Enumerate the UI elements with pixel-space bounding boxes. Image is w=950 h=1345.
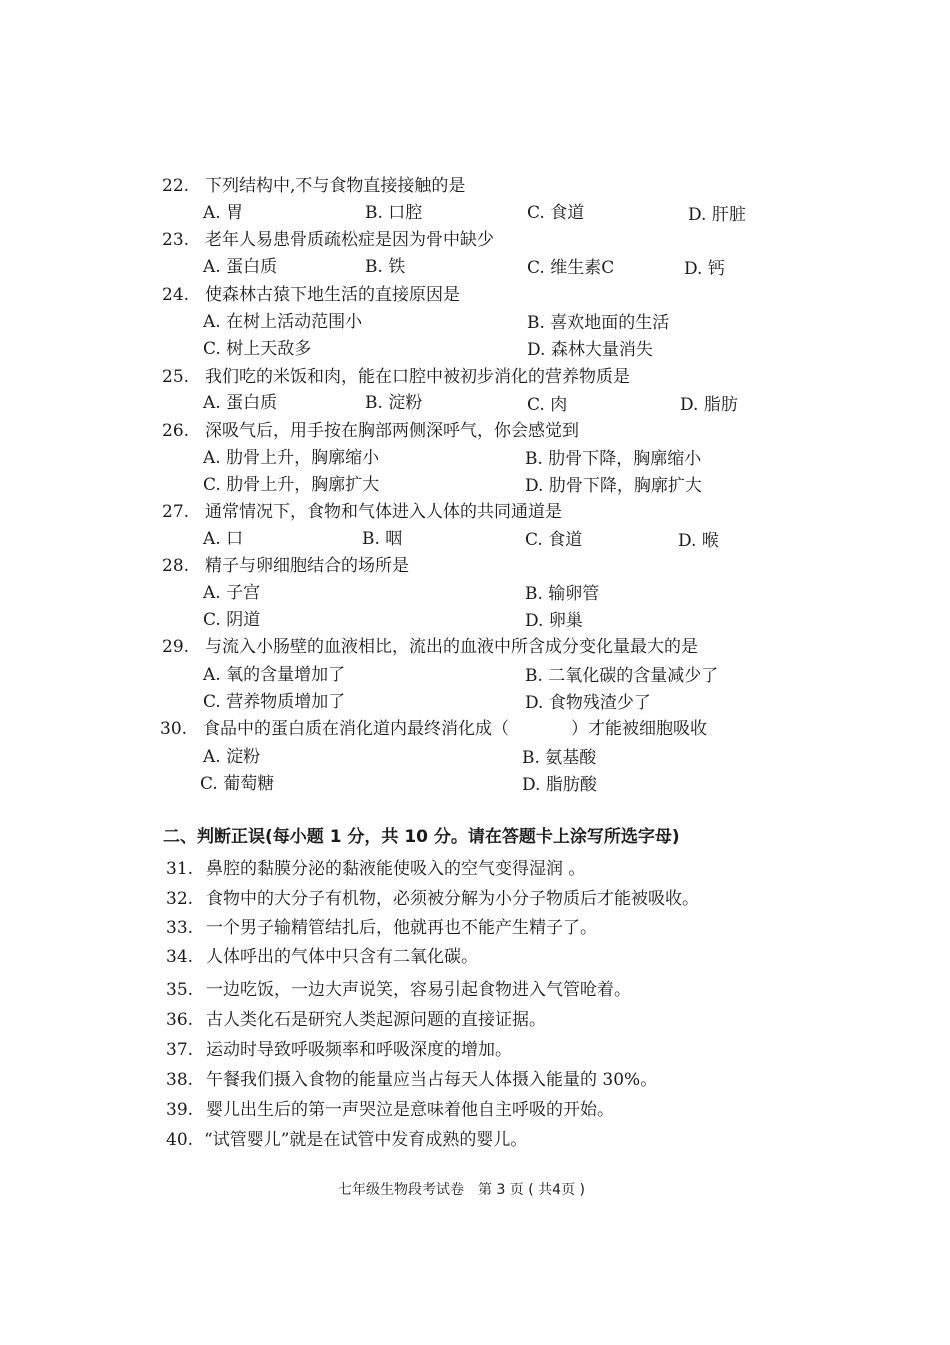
- question-stem: 下列结构中,不与食物直接接触的是: [205, 176, 466, 196]
- option-d: D. 食物残渣少了: [525, 693, 651, 713]
- question-number: 30.: [160, 719, 188, 739]
- item-number: 37.: [166, 1040, 194, 1060]
- item-number: 34.: [166, 947, 194, 967]
- option-b: B. 咽: [362, 529, 403, 549]
- option-a: A. 在树上活动范围小: [203, 312, 363, 332]
- option-d: D. 喉: [678, 531, 719, 551]
- option-a: A. 肋骨上升，胸廓缩小: [203, 448, 380, 468]
- question-stem-after: ）才能被细胞吸收: [571, 719, 707, 739]
- question-stem: 使森林古猿下地生活的直接原因是: [205, 285, 460, 305]
- option-b: B. 肋骨下降，胸廓缩小: [525, 449, 702, 469]
- page-footer: 七年级生物段考试卷 第 3 页 ( 共4页 ): [338, 1182, 585, 1198]
- item-number: 32.: [166, 889, 194, 909]
- item-number: 39.: [166, 1100, 194, 1120]
- item-number: 33.: [166, 918, 194, 938]
- option-b: B. 口腔: [365, 203, 423, 223]
- question-stem: 通常情况下，食物和气体进入人体的共同通道是: [205, 502, 562, 522]
- item-text: 婴儿出生后的第一声哭泣是意味着他自主呼吸的开始。: [206, 1100, 614, 1120]
- question-stem: 与流入小肠壁的血液相比，流出的血液中所含成分变化量最大的是: [205, 637, 698, 657]
- question-number: 28.: [162, 556, 190, 576]
- question-number: 27.: [162, 502, 190, 522]
- option-d: D. 脂肪酸: [522, 775, 597, 795]
- item-text: 午餐我们摄入食物的能量应当占每天人体摄入能量的 30%。: [206, 1070, 658, 1090]
- question-stem: [203, 718, 707, 740]
- item-number: 35.: [166, 980, 194, 1000]
- item-number: 31.: [166, 859, 194, 879]
- option-a: A. 氧的含量增加了: [203, 665, 346, 685]
- option-d: D. 肋骨下降，胸廓扩大: [525, 476, 702, 496]
- option-b: B. 输卵管: [525, 584, 600, 604]
- option-d: D. 肝脏: [688, 205, 746, 225]
- item-text: 鼻腔的黏膜分泌的黏液能使吸入的空气变得湿润 。: [206, 859, 586, 879]
- item-text: “试管婴儿”就是在试管中发育成熟的婴儿。: [204, 1130, 528, 1150]
- option-c: C. 阴道: [203, 610, 261, 630]
- option-b: B. 氨基酸: [522, 748, 597, 768]
- question-number: 25.: [162, 367, 190, 387]
- question-stem: 老年人易患骨质疏松症是因为骨中缺少: [205, 230, 494, 250]
- option-c: C. 营养物质增加了: [203, 692, 346, 712]
- question-stem: 深吸气后，用手按在胸部两侧深呼气，你会感觉到: [205, 421, 579, 441]
- option-a: A. 口: [203, 529, 244, 549]
- item-text: 古人类化石是研究人类起源问题的直接证据。: [206, 1010, 546, 1030]
- section-title: 二、判断正误(每小题 1 分，共 10 分。请在答题卡上涂写所选字母): [163, 827, 680, 847]
- item-number: 38.: [166, 1070, 194, 1090]
- option-c: C. 食道: [525, 530, 583, 550]
- option-c: C. 食道: [527, 203, 585, 223]
- option-b: B. 铁: [365, 257, 406, 277]
- question-stem-before: 食品中的蛋白质在消化道内最终消化成（: [203, 719, 509, 739]
- question-number: 29.: [162, 637, 190, 657]
- item-number: 36.: [166, 1010, 194, 1030]
- option-d: D. 钙: [684, 259, 725, 279]
- question-stem: 精子与卵细胞结合的场所是: [205, 556, 409, 576]
- option-c: C. 葡萄糖: [200, 774, 275, 794]
- question-stem: 我们吃的米饭和肉，能在口腔中被初步消化的营养物质是: [205, 367, 630, 387]
- option-b: B. 喜欢地面的生活: [527, 313, 670, 333]
- option-c: C. 维生素C: [527, 258, 615, 278]
- option-d: D. 脂肪: [680, 395, 738, 415]
- item-text: 运动时导致呼吸频率和呼吸深度的增加。: [206, 1040, 512, 1060]
- item-text: 人体呼出的气体中只含有二氧化碳。: [206, 947, 478, 967]
- item-text: 一边吃饭，一边大声说笑，容易引起食物进入气管呛着。: [206, 980, 631, 1000]
- question-number: 22.: [162, 176, 190, 196]
- option-c: C. 肋骨上升，胸廓扩大: [203, 475, 380, 495]
- option-c: C. 肉: [527, 395, 568, 415]
- item-number: 40.: [166, 1130, 194, 1150]
- option-a: A. 蛋白质: [203, 257, 278, 277]
- question-number: 24.: [162, 285, 190, 305]
- option-a: A. 胃: [203, 203, 244, 223]
- option-d: D. 卵巢: [525, 611, 583, 631]
- option-b: B. 二氧化碳的含量减少了: [525, 666, 719, 686]
- option-c: C. 树上天敌多: [203, 339, 312, 359]
- option-b: B. 淀粉: [365, 393, 423, 413]
- option-a: A. 子宫: [203, 583, 261, 603]
- question-number: 26.: [162, 421, 190, 441]
- option-d: D. 森林大量消失: [527, 340, 653, 360]
- item-text: 一个男子输精管结扎后，他就再也不能产生精子了。: [206, 918, 597, 938]
- question-number: 23.: [162, 230, 190, 250]
- option-a: A. 蛋白质: [203, 393, 278, 413]
- option-a: A. 淀粉: [203, 747, 261, 767]
- item-text: 食物中的大分子有机物，必须被分解为小分子物质后才能被吸收。: [206, 889, 699, 909]
